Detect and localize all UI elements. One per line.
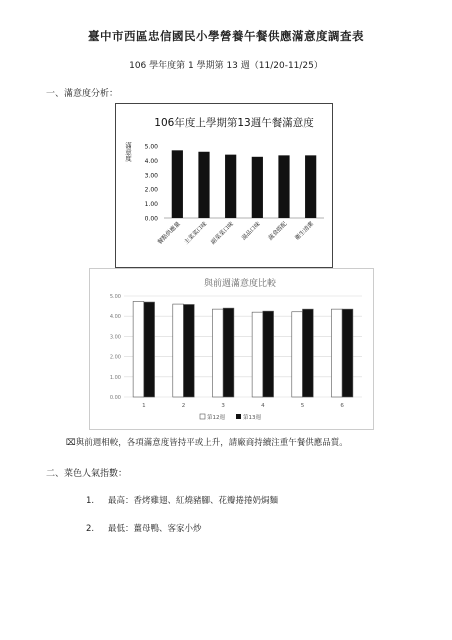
bar	[172, 150, 183, 218]
y-tick-label: 5.00	[144, 143, 158, 151]
legend-label-week12: 第12週	[207, 415, 225, 421]
y-tick-label: 0.00	[144, 215, 158, 223]
bar	[225, 155, 236, 218]
bar-week12	[331, 309, 342, 397]
weekly-comparison-chart-svg	[90, 269, 373, 429]
bar-week13	[223, 308, 234, 397]
bar	[252, 157, 263, 218]
legend-swatch-week13	[236, 414, 241, 419]
bar-week13	[303, 309, 314, 397]
bar-week12	[292, 312, 303, 397]
bar-week13	[144, 302, 155, 397]
bar	[305, 155, 316, 218]
popular-item-text: 最高：香烤雞翅、紅燒豬腳、花瓣捲捲奶焗麵	[108, 496, 279, 506]
y-tick-label: 0.00	[109, 395, 121, 401]
note-text: 與前週相較，各項滿意度皆持平或上升，請廠商持續注重午餐供應品質。	[75, 438, 348, 448]
bar	[278, 155, 289, 218]
section-heading-satisfaction: 一、滿意度分析：	[46, 89, 119, 99]
chart-title: 106年度上學期第13週午餐滿意度	[154, 117, 314, 129]
bar-week12	[212, 309, 223, 397]
popular-item	[86, 494, 278, 506]
x-tick-label: 4	[261, 403, 265, 409]
weekly-comparison-chart	[89, 268, 374, 430]
note-bullet-icon: ⌧	[66, 438, 76, 448]
x-tick-label: 衛生清潔	[294, 221, 316, 242]
y-tick-label: 3.00	[109, 334, 121, 341]
x-tick-label: 6	[340, 403, 344, 409]
x-tick-label: 蔬食搭配	[267, 221, 289, 242]
x-tick-label: 1	[142, 403, 146, 409]
y-tick-label: 2.00	[144, 186, 158, 194]
satisfaction-chart	[115, 103, 333, 268]
document-subtitle: 106 學年度第 1 學期第 13 週（11/20-11/25）	[129, 61, 323, 71]
x-tick-label: 湯品口味	[241, 221, 262, 242]
satisfaction-chart-svg	[116, 104, 332, 267]
x-tick-label: 3	[221, 403, 225, 409]
y-tick-label: 5.00	[109, 294, 121, 300]
x-tick-label: 副菜菜口味	[210, 221, 236, 246]
bar-week12	[133, 301, 144, 397]
bar-week13	[184, 304, 195, 397]
popular-item-number: 1.	[86, 496, 95, 506]
y-tick-label: 3.00	[144, 172, 158, 180]
y-tick-label: 4.00	[109, 314, 121, 321]
document-title: 臺中市西區忠信國民小學營養午餐供應滿意度調查表	[88, 29, 364, 43]
legend-swatch-week12	[200, 414, 205, 419]
bar-week12	[173, 304, 184, 397]
section-heading-popularity: 二、菜色人氣指數：	[46, 469, 128, 479]
x-tick-label: 餐點供應量	[156, 221, 182, 246]
bar-week13	[263, 311, 274, 397]
bar	[198, 152, 209, 218]
y-tick-label: 1.00	[144, 201, 158, 209]
chart-title: 與前週滿意度比較	[203, 279, 277, 289]
popular-item	[86, 522, 202, 534]
y-axis-label: 滿意度	[124, 142, 132, 162]
bar-week13	[342, 309, 353, 397]
y-tick-label: 2.00	[109, 354, 121, 361]
y-tick-label: 1.00	[109, 374, 121, 381]
x-tick-label: 5	[300, 403, 305, 409]
y-tick-label: 4.00	[144, 157, 158, 165]
popular-item-number: 2.	[86, 524, 95, 534]
popular-item-text: 最低：薑母鴨、客家小炒	[108, 524, 202, 534]
bar-week12	[252, 312, 263, 397]
x-tick-label: 主菜菜口味	[183, 221, 209, 246]
legend-label-week13: 第13週	[243, 415, 261, 421]
x-tick-label: 2	[181, 403, 186, 409]
comparison-note	[66, 436, 348, 448]
